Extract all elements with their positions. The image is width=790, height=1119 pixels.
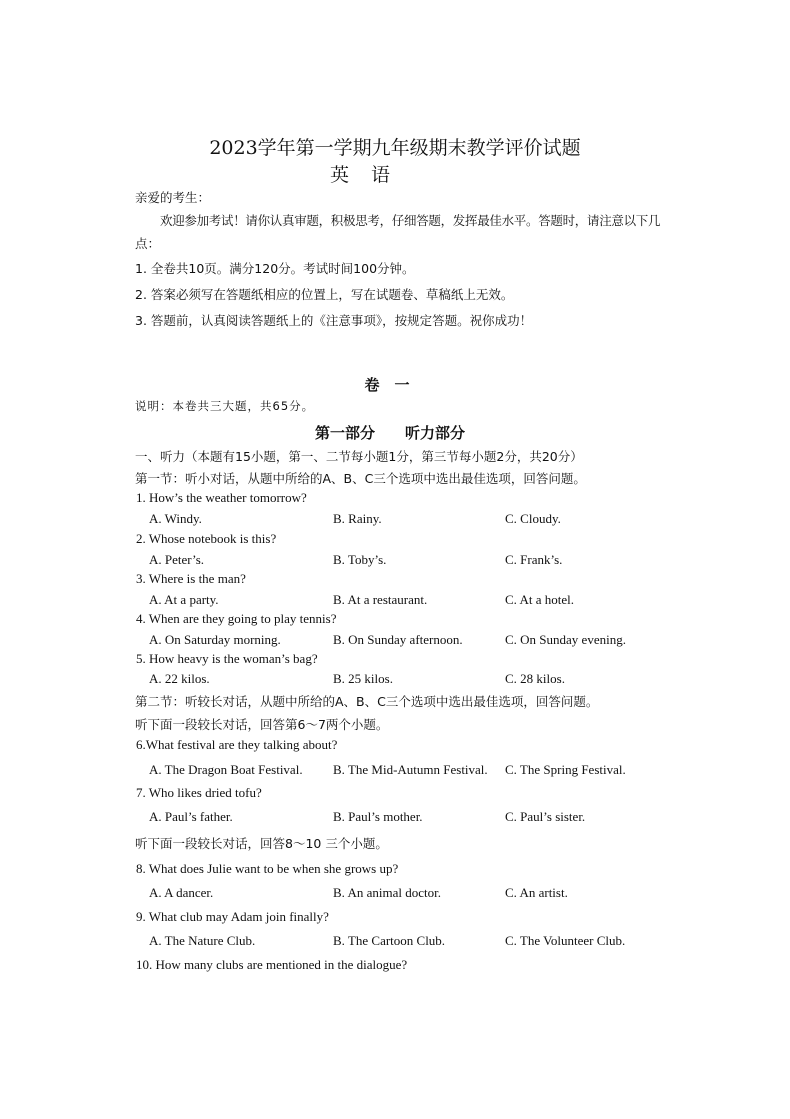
section-intro: 一、听力（本题有15小题，第一、二节每小题1分，第三节每小题2分，共20分） bbox=[135, 449, 583, 464]
exam-title: 2023学年第一学期九年级期末教学评价试题 bbox=[209, 137, 581, 159]
q6-option-b: B. The Mid-Autumn Festival. bbox=[333, 762, 488, 777]
q2-option-b: B. Toby’s. bbox=[333, 552, 387, 567]
q8-option-a: A. A dancer. bbox=[149, 885, 214, 900]
question-3: 3. Where is the man? bbox=[136, 571, 246, 586]
q5-option-a: A. 22 kilos. bbox=[149, 671, 210, 686]
q7-option-c: C. Paul’s sister. bbox=[505, 809, 586, 824]
intro-line-2: 点： bbox=[135, 236, 161, 251]
q6-option-a: A. The Dragon Boat Festival. bbox=[149, 762, 303, 777]
note-1: 1. 全卷共10页。满分120分。考试时间100分钟。 bbox=[135, 261, 415, 276]
part1-title: 第一部分 听力部分 bbox=[314, 424, 465, 442]
q1-option-c: C. Cloudy. bbox=[505, 511, 561, 526]
q7-option-b: B. Paul’s mother. bbox=[333, 809, 423, 824]
q4-option-a: A. On Saturday morning. bbox=[149, 632, 281, 647]
q9-option-a: A. The Nature Club. bbox=[149, 933, 256, 948]
question-1: 1. How’s the weather tomorrow? bbox=[136, 490, 307, 505]
intro-line-1: 欢迎参加考试！请你认真审题，积极思考，仔细答题，发挥最佳水平。答题时，请注意以下几 bbox=[160, 213, 661, 228]
q7-option-a: A. Paul’s father. bbox=[149, 809, 233, 824]
dialog2-instruction: 听下面一段较长对话，回答8～10 三个小题。 bbox=[135, 836, 388, 851]
question-2: 2. Whose notebook is this? bbox=[136, 531, 277, 546]
q6-option-c: C. The Spring Festival. bbox=[505, 762, 626, 777]
question-8: 8. What does Julie want to be when she grows up? bbox=[136, 861, 399, 876]
question-10: 10. How many clubs are mentioned in the dialogue? bbox=[136, 957, 408, 972]
q9-option-c: C. The Volunteer Club. bbox=[505, 933, 626, 948]
q4-option-b: B. On Sunday afternoon. bbox=[333, 632, 463, 647]
q9-option-b: B. The Cartoon Club. bbox=[333, 933, 446, 948]
volume-note: 说明：本卷共三大题，共65分。 bbox=[135, 399, 315, 413]
note-3: 3. 答题前，认真阅读答题纸上的《注意事项》，按规定答题。祝你成功！ bbox=[135, 313, 533, 328]
q5-option-b: B. 25 kilos. bbox=[333, 671, 393, 686]
question-6: 6.What festival are they talking about? bbox=[136, 737, 338, 752]
question-5: 5. How heavy is the woman’s bag? bbox=[136, 651, 318, 666]
q5-option-c: C. 28 kilos. bbox=[505, 671, 565, 686]
section2-instruction: 第二节：听较长对话，从题中所给的A、B、C三个选项中选出最佳选项，回答问题。 bbox=[135, 694, 599, 709]
note-2: 2. 答案必须写在答题纸相应的位置上，写在试题卷、草稿纸上无效。 bbox=[135, 287, 514, 302]
greeting: 亲爱的考生： bbox=[135, 190, 211, 205]
q8-option-c: C. An artist. bbox=[505, 885, 568, 900]
dialog1-instruction: 听下面一段较长对话，回答第6～7两个小题。 bbox=[135, 717, 389, 732]
subject-title: 英语 bbox=[329, 164, 412, 186]
q8-option-b: B. An animal doctor. bbox=[333, 885, 441, 900]
q3-option-b: B. At a restaurant. bbox=[333, 592, 428, 607]
q4-option-c: C. On Sunday evening. bbox=[505, 632, 626, 647]
q2-option-a: A. Peter’s. bbox=[149, 552, 205, 567]
volume-title: 卷 一 bbox=[364, 376, 410, 394]
q2-option-c: C. Frank’s. bbox=[505, 552, 563, 567]
q1-option-a: A. Windy. bbox=[149, 511, 202, 526]
q1-option-b: B. Rainy. bbox=[333, 511, 382, 526]
question-9: 9. What club may Adam join finally? bbox=[136, 909, 329, 924]
q3-option-c: C. At a hotel. bbox=[505, 592, 574, 607]
question-4: 4. When are they going to play tennis? bbox=[136, 611, 337, 626]
question-7: 7. Who likes dried tofu? bbox=[136, 785, 262, 800]
section1-instruction: 第一节：听小对话，从题中所给的A、B、C三个选项中选出最佳选项，回答问题。 bbox=[135, 471, 586, 486]
q3-option-a: A. At a party. bbox=[149, 592, 219, 607]
